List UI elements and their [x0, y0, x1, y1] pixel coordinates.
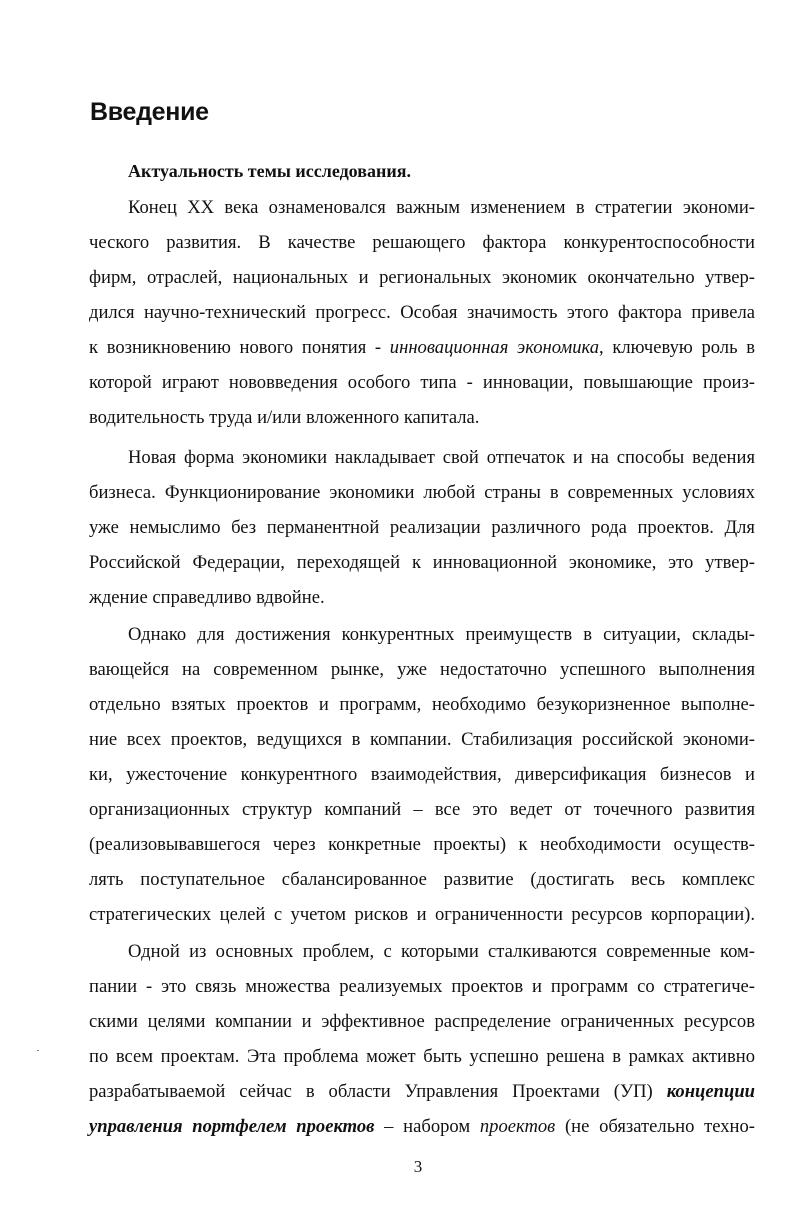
text-line: Однако для достижения конкурентных преимуществ в ситуации, склады- [128, 624, 755, 645]
bold-italic-term: управления портфелем проектов [89, 1116, 375, 1137]
text-line: Одной из основных проблем, с которыми сталкиваются современные ком- [128, 941, 755, 962]
text-line: Конец XX века ознаменовался важным изменением в стратегии экономи- [128, 197, 755, 218]
text-line: дился научно-технический прогресс. Особая значимость этого фактора привела [89, 302, 755, 323]
italic-term: проектов [479, 1116, 556, 1137]
bold-italic-term: концепции [666, 1081, 755, 1102]
text-line [89, 1115, 755, 1139]
text-line: вающейся на современном рынке, уже недостаточно успешного выполнения [89, 659, 755, 680]
scan-speck [37, 1050, 39, 1051]
text-line: (реализовывавшегося через конкретные проекты) к необходимости осуществ- [89, 834, 755, 855]
text-run: к возникновению нового понятия - [89, 337, 390, 358]
text-run: , ключевую роль в [599, 337, 755, 358]
text-run: разрабатываемой сейчас в области Управления Проектами (УП) [89, 1081, 667, 1102]
text-line: ние всех проектов, ведущихся в компании. Стабилизация российской экономи- [89, 729, 755, 750]
text-line: организационных структур компаний – все это ведет от точечного развития [89, 799, 755, 820]
text-line: Российской Федерации, переходящей к инновационной экономике, это утвер- [89, 552, 755, 573]
text-line: водительность труда и/или вложенного капитала. [89, 407, 480, 428]
text-run: – набором [374, 1116, 480, 1137]
page-number: 3 [413, 1157, 423, 1176]
text-line: ки, ужесточение конкурентного взаимодействия, диверсификация бизнесов и [89, 764, 755, 785]
text-line [89, 336, 755, 360]
text-line: ждение справедливо вдвойне. [89, 587, 325, 608]
text-line: пании - это связь множества реализуемых проектов и программ со стратегиче- [89, 976, 755, 997]
text-run: (не обязательно техно- [555, 1116, 755, 1137]
text-line: Новая форма экономики накладывает свой отпечаток и на способы ведения [128, 447, 755, 468]
text-line: по всем проектам. Эта проблема может быть успешно решена в рамках активно [89, 1046, 755, 1067]
text-line: фирм, отраслей, национальных и региональных экономик окончательно утвер- [89, 267, 755, 288]
text-line: отдельно взятых проектов и программ, необходимо безукоризненное выполне- [89, 694, 755, 715]
page-title: Введение [90, 98, 209, 126]
text-line [89, 1080, 755, 1104]
text-line: бизнеса. Функционирование экономики любой страны в современных условиях [89, 482, 755, 503]
text-line: скими целями компании и эффективное распределение ограниченных ресурсов [89, 1011, 755, 1032]
italic-term: инновационная экономика [389, 337, 600, 358]
text-line: которой играют нововведения особого типа - инновации, повышающие произ- [89, 372, 755, 393]
section-subheading: Актуальность темы исследования. [128, 161, 411, 181]
text-line: ческого развития. В качестве решающего фактора конкурентоспособности [89, 232, 755, 253]
text-line: лять поступательное сбалансированное развитие (достигать весь комплекс [89, 869, 755, 890]
text-line: уже немыслимо без перманентной реализации различного рода проектов. Для [89, 517, 755, 538]
text-line: стратегических целей с учетом рисков и ограниченности ресурсов корпорации). [89, 904, 755, 925]
